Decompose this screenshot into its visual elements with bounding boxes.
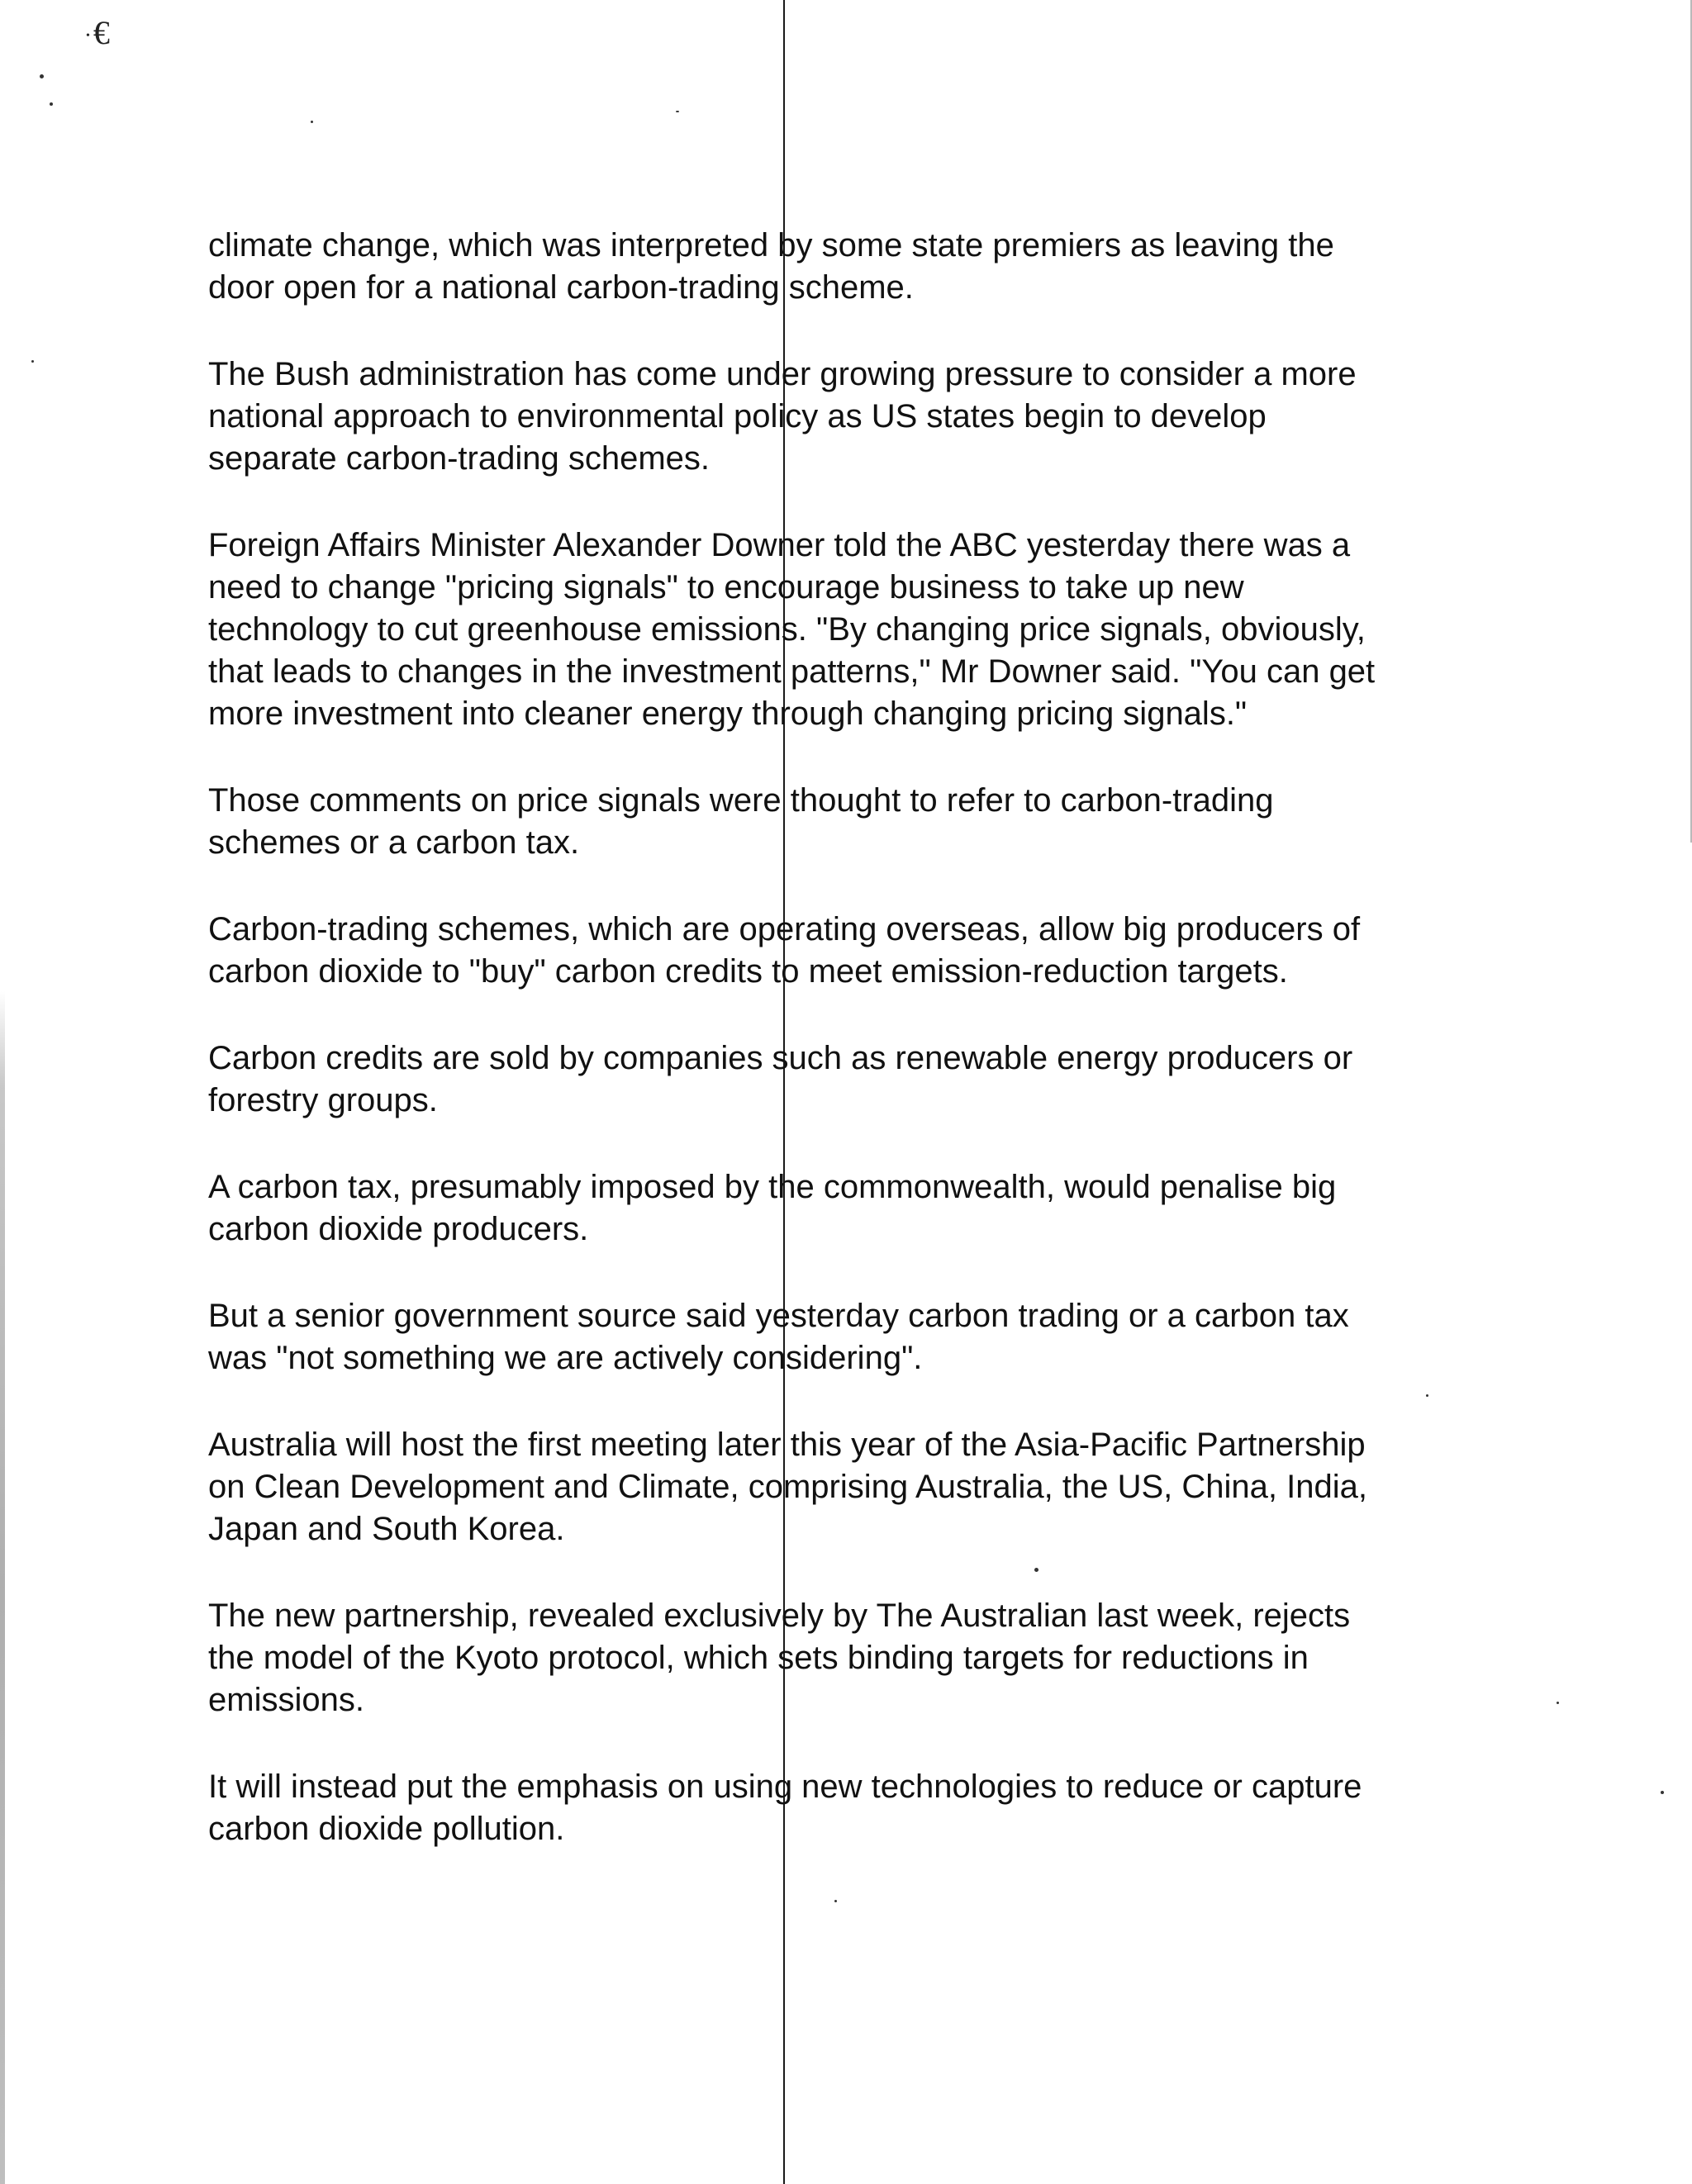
paragraph: climate change, which was interpreted by some state premiers as leaving the door open for a national carbon-trading scheme. <box>208 227 1334 306</box>
paragraph: Those comments on price signals were thought to refer to carbon-trading schemes or a carbon tax. <box>208 782 1274 861</box>
paragraph: Carbon credits are sold by companies such as renewable energy producers or forestry groups. <box>208 1040 1353 1118</box>
scan-speck <box>50 102 53 106</box>
scan-speck <box>1557 1702 1559 1704</box>
paragraph: It will instead put the emphasis on using new technologies to reduce or capture carbon dioxide pollution. <box>208 1769 1362 1847</box>
page-mark: • € <box>86 13 110 52</box>
scan-speck <box>834 1900 837 1902</box>
scan-speck <box>31 360 34 363</box>
article-body <box>208 225 1464 1850</box>
paragraph: Foreign Affairs Minister Alexander Downer told the ABC yesterday there was a need to change "pricing signals" to encourage business to take up new technology to cut greenhouse emissions. "By changing price signals, obviously, that leads to changes in the investment patterns," Mr Downer said. "You can get more investment into cleaner energy through changing pricing signals." <box>208 527 1376 732</box>
scan-speck <box>40 74 44 78</box>
paragraph: But a senior government source said yesterday carbon trading or a carbon tax was "not something we are actively considering". <box>208 1298 1349 1376</box>
paragraph: A carbon tax, presumably imposed by the commonwealth, would penalise big carbon dioxide producers. <box>208 1169 1337 1247</box>
paragraph: Australia will host the first meeting later this year of the Asia-Pacific Partnership on Clean Development and Climate, comprising Australia, the US, China, India, Japan and South Korea. <box>208 1427 1367 1547</box>
scan-speck <box>676 111 679 112</box>
scan-speck <box>1661 1791 1664 1794</box>
paragraph: The Bush administration has come under growing pressure to consider a more national approach to environmental policy as US states begin to develop separate carbon-trading schemes. <box>208 356 1357 477</box>
scan-edge-shadow-left <box>0 991 5 2184</box>
paragraph: The new partnership, revealed exclusively by The Australian last week, rejects the model of the Kyoto protocol, which sets binding targets for reductions in emissions. <box>208 1598 1351 1718</box>
paragraph: Carbon-trading schemes, which are operating overseas, allow big producers of carbon dioxide to "buy" carbon credits to meet emission-reduction targets. <box>208 911 1361 990</box>
scan-speck <box>311 121 313 123</box>
